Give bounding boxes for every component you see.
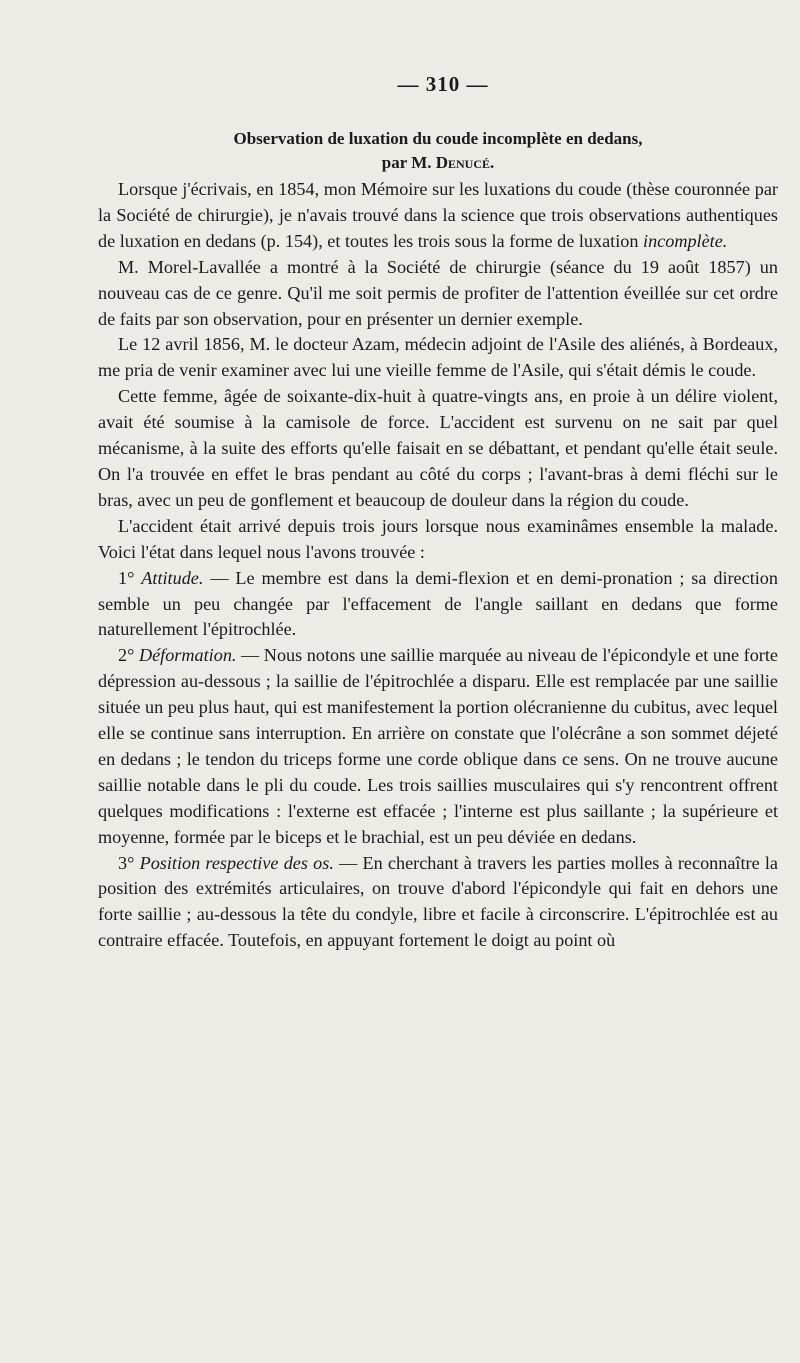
paragraph: 3° Position respective des os. — En cherchant à travers les parties molles à reconnaître la position des extrémités articulaires, on trouve d'abord l'épicondyle qui fait en dehors une forte saillie ; au-dessous la tête du condyle, libre et facile à circonscrire. L'épitrochlée est au contraire effacée. Toutefois, en appuyant fortement le doigt au point où — [98, 852, 779, 951]
paragraph: 1° Attitude. — Le membre est dans la demi-flexion et en demi-pronation ; sa direction semble un peu changée par l'effacement de l'angle saillant en dedans que forme naturellement l'épitrochlée. — [98, 567, 778, 640]
title-by: par — [381, 153, 407, 172]
paragraph: L'accident était arrivé depuis trois jours lorsque nous examinâmes ensemble la malade. Voici l'état dans lequel nous l'avons trouvée : — [98, 515, 778, 562]
paragraph: Lorsque j'écrivais, en 1854, mon Mémoire sur les luxations du coude (thèse couronnée par la Société de chirurgie), je n'avais trouvé dans la science que trois observations authentiques de luxation en dedans (p. 154), et toutes les trois sous la forme de luxation incomplète. — [98, 179, 778, 251]
article-title — [98, 127, 778, 175]
page-number: — 310 — — [397, 72, 489, 96]
paragraph: Le 12 avril 1856, M. le docteur Azam, médecin adjoint de l'Asile des aliénés, à Bordeaux, me pria de venir examiner avec lui une vieille femme de l'Asile, qui s'était démis le coude. — [98, 334, 778, 381]
title-author: M. Denucé. — [411, 153, 495, 172]
body-text — [98, 177, 778, 954]
title-line-2 — [98, 151, 778, 175]
title-line-1: Observation de luxation du coude incomplète en dedans, — [233, 129, 643, 148]
paragraph: M. Morel-Lavallée a montré à la Société de chirurgie (séance du 19 août 1857) un nouveau cas de ce genre. Qu'il me soit permis de profiter de l'attention éveillée sur cet ordre de faits par son observation, pour en présenter un dernier exemple. — [98, 256, 778, 329]
paragraph: Cette femme, âgée de soixante-dix-huit à quatre-vingts ans, en proie à un délire violent, avait été soumise à la camisole de force. L'accident est survenu on ne sait par quel mécanisme, à la suite des efforts qu'elle faisait en se débattant, et pendant qu'elle était seule. On l'a trouvée en effet le bras pendant au côté du corps ; l'avant-bras à demi fléchi sur le bras, avec un peu de gonflement et beaucoup de douleur dans la région du coude. — [98, 386, 778, 510]
paragraph: 2° Déformation. — Nous notons une saillie marquée au niveau de l'épicondyle et une forte dépression au-dessous ; la saillie de l'épitrochlée a disparu. Elle est remplacée par une saillie située un peu plus haut, qui est manifestement la portion olécranienne du cubitus, avec lequel elle se continue sans interruption. En arrière on constate que l'olécrâne a son sommet déjeté en dedans ; le tendon du triceps forme une corde oblique dans ce sens. On ne trouve aucune saillie notable dans le pli du coude. Les trois saillies musculaires qui s'y rencontrent offrent quelques modifications : l'externe est effacée ; l'interne est plus saillante ; la supérieure et moyenne, formée par le biceps et le brachial, est un peu déviée en dedans. — [98, 645, 778, 847]
